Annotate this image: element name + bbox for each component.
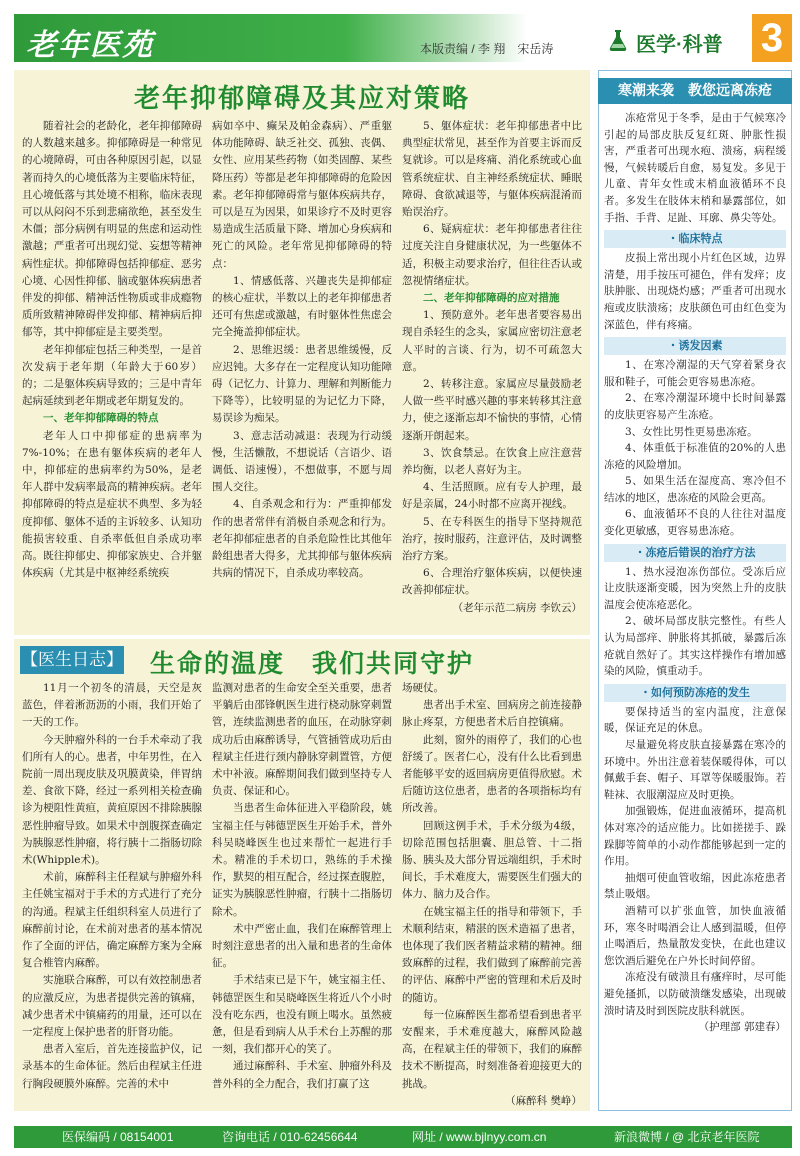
- paragraph: 2、思维迟缓：患者思维缓慢，反应迟钝。大多存在一定程度认知功能障碍（记忆力、计算力、理解和判断能力下降等），比较明显的为记忆力下降，易误诊为痴呆。: [212, 343, 392, 425]
- paragraph: 患者出手术室、回病房之前连接静脉止疼泵，方便患者术后自控镇痛。: [402, 699, 582, 729]
- footer-bar: [14, 1126, 792, 1148]
- article2-col2: [212, 680, 392, 1106]
- sidebar-body: [604, 110, 786, 1106]
- footer-website[interactable]: 网址 / www.bjlnyy.com.cn: [412, 1130, 547, 1144]
- paragraph: 术中严密止血，我们在麻醉管理上时刻注意患者的出入量和患者的生命体征。: [212, 922, 392, 970]
- subheading: ・如何预防冻疮的发生: [604, 684, 786, 702]
- paragraph: 皮损上常出现小片红色区域，边界清楚，用手按压可褪色，伴有发痒；皮肤肿胀、出现烧灼感；严重者可出现水疱或皮肤溃疡；皮肤颜色可由红色变为深蓝色，伴有疼痛。: [604, 252, 786, 331]
- subheading: ・诱发因素: [604, 337, 786, 355]
- paragraph: 手术结束已是下午，姚宝福主任、韩德罡医生和吴晓峰医生将近八个小时没有吃东西，也没有顾上喝水。虽然疲惫，但是看到病人从手术台上苏醒的那一刻，我们都开心的笑了。: [212, 974, 392, 1056]
- paragraph: 6、合理治疗躯体疾病，以便快速改善抑郁症状。: [402, 567, 582, 597]
- paragraph: 加强锻炼，促进血液循环，提高机体对寒冷的适应能力。比如搓搓手、跺跺脚等简单的小动作都能够起到一定的作用。: [604, 805, 786, 868]
- paragraph: 今天肿瘤外科的一台手术牵动了我们所有人的心。患者，中年男性，在入院前一周出现皮肤及巩膜黄染，伴胃纳差、食欲下降，经过一系列相关检查确诊为梗阻性黄疸，黄疸原因不排除胰腺恶性肿瘤导致。如果术中剖腹探查确定为胰腺恶性肿瘤，将行胰十二指肠切除术(Whipple术)。: [22, 733, 202, 867]
- page-number: 3: [752, 14, 792, 62]
- paragraph: 随着社会的老龄化，老年抑郁障碍的人数越来越多。抑郁障碍是一种常见的心境障碍，可由各种原因引起，以显著而持久的心境低落为主要临床特征，且心境低落与其处境不相称，临床表现可以从闷闷不乐到悲痛欲绝，甚至发生木僵；部分病例有明显的焦虑和运动性激越；严重者可出现幻觉、妄想等精神病性症状。抑郁障碍包括抑郁症、恶劣心境、心因性抑郁、脑或躯体疾病患者伴发的抑郁、精神活性物质或非成瘾物质所致精神障碍伴发抑郁、精神病后抑郁等，其中抑郁症是主要类型。: [22, 120, 202, 339]
- paragraph: 老年人口中抑郁症的患病率为7%-10%；在患有躯体疾病的老年人中，抑郁症的患病率约为50%，是老年人群中发病率最高的精神疾病。老年抑郁障碍的特点是症状不典型、多为轻度抑郁、躯体不适的主诉较多、认知功能损害较重、自杀率低但自杀成功率高。既往抑郁史、抑郁家族史、合并躯体疾病（尤其是中枢神经系统疾: [22, 429, 202, 580]
- paragraph: 6、血液循环不良的人往往对温度变化更敏感，更容易患冻疮。: [604, 508, 786, 538]
- paragraph: 当患者生命体征进入平稳阶段，姚宝福主任与韩德罡医生开始手术，普外科吴晓峰医生也过来帮忙一起进行手术。精准的手术切口，熟练的手术操作，默契的相互配合，经过探查腹腔，证实为胰腺恶性肿瘤，行胰十二指肠切除术。: [212, 802, 392, 918]
- subheading: 一、老年抑郁障碍的特点: [43, 412, 159, 425]
- subheading: ・临床特点: [604, 230, 786, 248]
- paragraph: 11月一个初冬的清晨，天空是灰蓝色，伴着淅沥沥的小雨，我们开始了一天的工作。: [22, 682, 202, 729]
- paragraph: 3、意志活动减退：表现为行动缓慢，生活懒散，不想说话（言语少、语调低、语速慢），不想做事，不愿与周围人交往。: [212, 429, 392, 494]
- paragraph: 病如卒中、癫呆及帕金森病）、严重躯体功能障碍、缺乏社交、孤独、丧偶、女性、应用某些药物（如类固醇、某些降压药）等都是老年抑郁障碍的危险因素。老年抑郁障碍常与躯体疾病共存，可以是互为因果，如果诊疗不及时更容易造成生活质量下降、增加心身疾病和死亡的风险。老年常见抑郁障碍的特点：: [212, 120, 392, 270]
- paragraph: 场硬仗。: [402, 682, 444, 694]
- doctor-diary-tag: 【医生日志】: [20, 646, 124, 674]
- article1-col3: [402, 118, 582, 630]
- paragraph: 2、转移注意。家属应尽量鼓励老人做一些平时感兴趣的事来转移其注意力，使之逐渐忘却不愉快的事情，心情逐渐开朗起来。: [402, 378, 582, 442]
- section-label: 医学·科普: [636, 34, 723, 56]
- paragraph: 酒精可以扩张血管，加快血液循环，寒冬时喝酒会让人感到温暖，但停止喝酒后，热量散发变快，在此也建议您饮酒后避免在户外长时间停留。: [604, 904, 786, 967]
- paragraph: 1、情感低落、兴趣丧失是抑郁症的核心症状，半数以上的老年抑郁患者还可有焦虑或激越，有时躯体性焦虑会完全掩盖抑郁症状。: [212, 274, 392, 339]
- paragraph: 5、躯体症状：老年抑郁患者中比典型症状常见，甚至作为首要主诉而反复就诊。可以是疼痛、消化系统或心血管系统症状、自主神经系统症状、睡眠障碍、食欲减退等，与躯体疾病混淆而贻误治疗。: [402, 120, 582, 219]
- paragraph: 1、预防意外。老年患者要容易出现自杀轻生的念头，家属应密切注意老人平时的言谈、行为，切不可疏忽大意。: [402, 309, 582, 373]
- article2-col1: [22, 680, 202, 1106]
- paragraph: 5、在专科医生的指导下坚持规范治疗，按时服药，注意评估，及时调整治疗方案。: [402, 515, 582, 563]
- footer-postcode: 医保编码 / 08154001: [62, 1130, 174, 1144]
- paragraph: 术前，麻醉科主任程斌与肿瘤外科主任姚宝福对于手术的方式进行了充分的沟通。程斌主任组织科室人员进行了麻醉前讨论，在术前对患者的基本情况作了全面的评估，确定麻醉方案为全麻复合椎管内麻醉。: [22, 871, 202, 970]
- editors-credit: 本版责编 / 李 翔 宋岳涛: [420, 42, 554, 56]
- paragraph: 在姚宝福主任的指导和带领下，手术顺利结束，精湛的医术造福了患者，也体现了我们医者精益求精的精神。细致麻醉的过程，我们做到了麻醉前完善的评估、麻醉中严密的管理和术后及时的随访。: [402, 905, 582, 1004]
- paragraph: 实施联合麻醉，可以有效控制患者的应激反应，为患者提供完善的镇痛，减少患者术中镇痛药的用量，还可以在一定程度上保护患者的肝肾功能。: [22, 974, 202, 1039]
- subheading: 二、老年抑郁障碍的应对措施: [423, 292, 560, 305]
- byline: （麻醉科 樊峥）: [505, 1094, 582, 1106]
- paragraph: 老年抑郁症包括三种类型，一是首次发病于老年期（年龄大于60岁）的；二是躯体疾病导致的；三是中青年起病延续到老年期或老年期复发的。: [22, 343, 202, 408]
- paragraph: 尽量避免将皮肤直接暴露在寒冷的环境中。外出注意着装保暖得体，可以佩戴手套、帽子、耳罩等保暖服饰。若鞋袜、衣服潮湿应及时更换。: [604, 739, 786, 801]
- paragraph: 要保持适当的室内温度，注意保暖，保证充足的休息。: [604, 705, 786, 735]
- article1-col2: [212, 118, 392, 630]
- paragraph: 患者入室后，首先连接监护仪，记录基本的生命体征。然后由程斌主任进行胸段硬膜外麻醉。完善的术中: [22, 1043, 202, 1090]
- paragraph: 通过麻醉科、手术室、肿瘤外科及普外科的全力配合，我们打赢了这: [212, 1060, 392, 1090]
- article1-col1: [22, 118, 202, 630]
- paragraph: 1、热水浸泡冻伤部位。受冻后应让皮肤逐渐变暖，因为突然上升的皮肤温度会使冻疮恶化。: [604, 565, 786, 611]
- footer-phone: 咨询电话 / 010-62456644: [222, 1130, 358, 1144]
- paragraph: 每一位麻醉医生都希望看到患者平安醒来，手术难度越大，麻醉风险越高，在程斌主任的带领下，我们的麻醉技术不断提高，时刻准备着迎接更大的挑战。: [402, 1008, 582, 1090]
- paragraph: 冻疮没有破溃且有瘙痒时，尽可能避免搔抓，以防破溃继发感染，出现破溃时请及时到医院皮肤科就医。: [604, 971, 786, 1017]
- paragraph: 6、疑病症状：老年抑郁患者往往过度关注自身健康状况，为一些躯体不适，积极主动要求治疗，但往往否认或忽视情绪症状。: [402, 223, 582, 287]
- paragraph: 回顾这例手术，手术分级为4级，切除范围包括胆囊、胆总管、十二指肠、胰头及大部分胃远端组织，手术时间长，手术难度大，需要医生们强大的体力、脑力及合作。: [402, 819, 582, 901]
- subheading: ・冻疮后错误的治疗方法: [604, 544, 786, 562]
- paragraph: 4、生活照顾。应有专人护理，最好是亲属，24小时都不应离开视线。: [402, 481, 582, 511]
- footer-weibo[interactable]: 新浪微博 / @ 北京老年医院: [614, 1130, 760, 1144]
- paragraph: 抽烟可使血管收缩，因此冻疮患者禁止吸烟。: [604, 871, 786, 901]
- masthead-title: 老年医苑: [26, 28, 154, 63]
- paragraph: 4、体重低于标准值的20%的人患冻疮的风险增加。: [604, 442, 786, 471]
- paragraph: 1、在寒冷潮湿的天气穿着紧身衣服和鞋子，可能会更容易患冻疮。: [604, 359, 786, 388]
- flask-icon: [606, 28, 630, 52]
- byline: （老年示范二病房 李钦云）: [452, 601, 582, 614]
- byline: （护理部 郭建春）: [698, 1021, 786, 1034]
- paragraph: 此刻，窗外的雨停了，我们的心也舒缓了。医者仁心，没有什么比看到患者能够平安的返回病房更值得欣慰。术后随访这位患者，患者的各项指标均有所改善。: [402, 733, 582, 815]
- sidebar-title: 寒潮来袭 教您远离冻疮: [598, 78, 792, 104]
- paragraph: 冻疮常见于冬季，是由于气候寒冷引起的局部皮肤反复红斑、肿胀性损害，严重者可出现水疱、溃疡，病程缓慢，气候转暖后自愈，易复发。多见于儿童、青年女性或末梢血液循环不良者。多发生在肢体末梢和暴露部位，如手指、手背、足趾、耳廓、鼻尖等处。: [604, 112, 786, 224]
- paragraph: 4、自杀观念和行为：严重抑郁发作的患者常伴有消极自杀观念和行为。老年抑郁症患者的自杀危险性比其他年龄组患者大得多，尤其抑郁与躯体疾病共病的情况下，自杀成功率较高。: [212, 498, 392, 580]
- paragraph: 2、破坏局部皮肤完整性。有些人认为局部痒、肿胀将其抓破，暴露后冻疮就自然好了。其实这样操作有增加感染的风险，慎重动手。: [604, 615, 786, 678]
- article2-col3: [402, 680, 582, 1106]
- paragraph: 监测对患者的生命安全至关重要，患者平躺后由邵锋帆医生进行桡动脉穿刺置管，连续监测患者的血压，在动脉穿刺成功后由麻醉诱导，气管插管成功后由程斌主任进行颈内静脉穿刺置管，方便术中补液。麻醉期间我们做到坚持专人负责、保证和心。: [212, 682, 392, 798]
- article1-title: 老年抑郁障碍及其应对策略: [133, 84, 470, 114]
- paragraph: 5、如果生活在湿度高、寒冷但不结冰的地区，患冻疮的风险会更高。: [604, 475, 786, 504]
- paragraph: 3、饮食禁忌。在饮食上应注意营养均衡，以老人喜好为主。: [402, 446, 582, 477]
- paragraph: 2、在寒冷潮湿环境中长时间暴露的皮肤更容易产生冻疮。: [604, 392, 786, 421]
- article2-title: 生命的温度 我们共同守护: [150, 649, 475, 678]
- paragraph: 3、女性比男性更易患冻疮。: [625, 425, 758, 438]
